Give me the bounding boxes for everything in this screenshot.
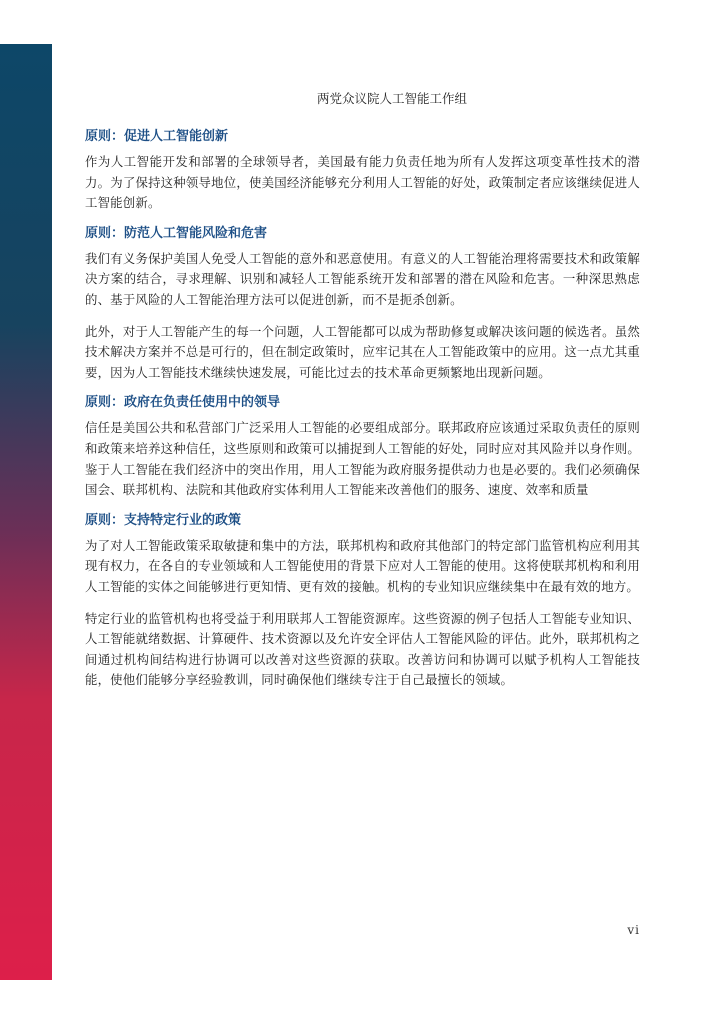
- section-heading: 原则：政府在负责任使用中的领导: [85, 395, 281, 411]
- section-paragraph: 我们有义务保护美国人免受人工智能的意外和恶意使用。有意义的人工智能治理将需要技术和政策解决方案的结合，寻求理解、识别和减轻人工智能系统开发和部署的潜在风险和危害。一种深思熟虑的、基于风险的人工智能治理方法可以促进创新，而不是扼杀创新。: [85, 250, 640, 307]
- section-paragraph: 此外，对于人工智能产生的每一个问题，人工智能都可以成为帮助修复或解决该问题的候选者。虽然技术解决方案并不总是可行的，但在制定政策时，应牢记其在人工智能政策中的应用。这一点尤其重要，因为人工智能技术继续快速发展，可能比过去的技术革命更频繁地出现新问题。: [85, 323, 640, 380]
- section-heading: 原则：促进人工智能创新: [85, 129, 229, 144]
- section-sector-specific-policy: [85, 512, 640, 691]
- section-promote-innovation: [85, 128, 640, 214]
- section-protect-against-risks: [85, 225, 640, 384]
- section-paragraph: 特定行业的监管机构也将受益于利用联邦人工智能资源库。这些资源的例子包括人工智能专业知识、人工智能就绪数据、计算硬件、技术资源以及允许安全评估人工智能风险的评估。此外，联邦机构之间通过机构间结构进行协调可以改善对这些资源的获取。改善访问和协调可以赋予机构人工智能技能，使他们能够分享经验教训，同时确保他们继续专注于自己最擅长的领域。: [85, 610, 640, 688]
- page-header: 两党众议院人工智能工作组: [316, 91, 467, 106]
- section-government-leadership: [85, 394, 640, 500]
- section-paragraph: 信任是美国公共和私营部门广泛采用人工智能的必要组成部分。联邦政府应该通过采取负责任的原则和政策来培养这种信任，这些原则和政策可以捕捉到人工智能的好处，同时应对其风险并以身作则。鉴于人工智能在我们经济中的突出作用，用人工智能为政府服务提供动力也是必要的。我们必须确保国会、联邦机构、法院和其他政府实体利用人工智能来改善他们的服务、速度、效率和质量: [85, 420, 640, 498]
- section-paragraph: 作为人工智能开发和部署的全球领导者，美国最有能力负责任地为所有人发挥这项变革性技术的潜力。为了保持这种领导地位，使美国经济能够充分利用人工智能的好处，政策制定者应该继续促进人工智能创新。: [85, 154, 640, 211]
- document-body: [85, 128, 640, 702]
- section-heading: 原则：支持特定行业的政策: [85, 512, 242, 528]
- section-heading: 原则：防范人工智能风险和危害: [85, 225, 268, 241]
- section-paragraph: 为了对人工智能政策采取敏捷和集中的方法，联邦机构和政府其他部门的特定部门监管机构应利用其现有权力，在各自的专业领域和人工智能使用的背景下应对人工智能的使用。这将使联邦机构和利用人工智能的实体之间能够进行更知情、更有效的接触。机构的专业知识应继续集中在最有效的地方。: [85, 537, 640, 594]
- page-number: vi: [627, 923, 640, 937]
- decorative-side-band: [0, 44, 52, 980]
